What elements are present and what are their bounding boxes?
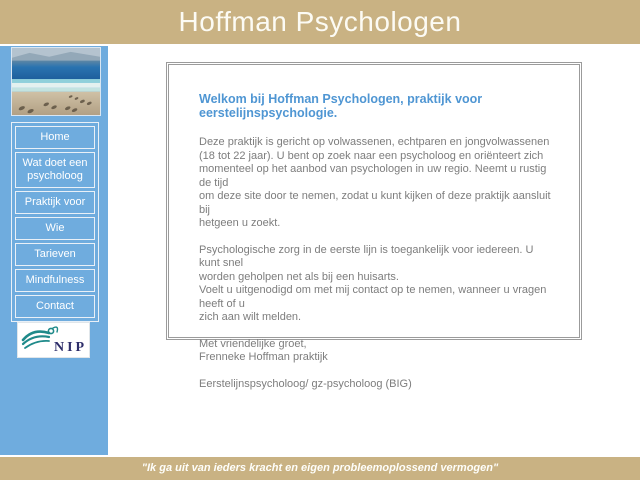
nip-logo-text: NIP bbox=[54, 340, 88, 355]
text-line: Voelt u uitgenodigd om met mij contact op te nemen, wanneer u vragen heeft of u bbox=[199, 284, 547, 310]
sidebar-item-praktijk-voor[interactable]: Praktijk voor bbox=[15, 191, 95, 214]
welcome-heading bbox=[199, 92, 555, 120]
site-title: Hoffman Psychologen bbox=[178, 6, 462, 37]
sidebar-item-contact[interactable]: Contact bbox=[15, 295, 95, 318]
welcome-heading-line: Welkom bij Hoffman Psychologen, praktijk voor bbox=[199, 92, 483, 106]
sidebar-nav bbox=[11, 122, 99, 322]
welcome-heading-line: eerstelijnspsychologie. bbox=[199, 106, 338, 120]
text-line: Eerstelijnspsycholoog/ gz-psycholoog (BIG) bbox=[199, 377, 412, 390]
text-line: hetgeen u zoekt. bbox=[199, 217, 281, 229]
text-line: (18 tot 22 jaar). U bent op zoek naar een psycholoog en oriënteert zich bbox=[199, 149, 544, 162]
text-line: om deze site door te nemen, zodat u kunt kijken of deze praktijk aansluit bij bbox=[199, 190, 551, 216]
text-line: worden geholpen net als bij een huisarts. bbox=[199, 270, 399, 283]
signature-paragraph bbox=[199, 338, 555, 365]
sidebar-item-mindfulness[interactable]: Mindfulness bbox=[15, 269, 95, 292]
sidebar-item-wat-doet-een-psycholoog[interactable]: Wat doet een psycholoog bbox=[15, 152, 95, 188]
nip-logo-icon bbox=[18, 323, 89, 357]
footer-quote: "Ik ga uit van ieders kracht en eigen probleemoplossend vermogen" bbox=[141, 462, 499, 474]
sidebar-item-home[interactable]: Home bbox=[15, 126, 95, 149]
sidebar-item-wie[interactable]: Wie bbox=[15, 217, 95, 240]
text-line: zich aan wilt melden. bbox=[199, 311, 302, 323]
sidebar-item-tarieven[interactable]: Tarieven bbox=[15, 243, 95, 266]
text-line: Deze praktijk is gericht op volwassenen, echtparen en jongvolwassenen bbox=[199, 136, 550, 148]
text-line: momenteel op het aanbod van psychologen in uw regio. Neemt u rustig de tijd bbox=[199, 163, 547, 189]
text-line: Psychologische zorg in de eerste lijn is toegankelijk voor iedereen. U kunt snel bbox=[199, 243, 534, 269]
text-line: Met vriendelijke groet, bbox=[199, 337, 307, 350]
sidebar bbox=[0, 46, 108, 455]
beach-photo bbox=[11, 47, 101, 116]
footer-bar bbox=[0, 457, 640, 480]
intro-paragraph bbox=[199, 136, 555, 231]
credentials-paragraph bbox=[199, 378, 555, 392]
header-bar bbox=[0, 0, 640, 44]
content-panel bbox=[166, 62, 582, 390]
text-line: Frenneke Hoffman praktijk bbox=[199, 351, 328, 363]
care-paragraph bbox=[199, 244, 555, 325]
nip-logo[interactable] bbox=[17, 322, 90, 358]
